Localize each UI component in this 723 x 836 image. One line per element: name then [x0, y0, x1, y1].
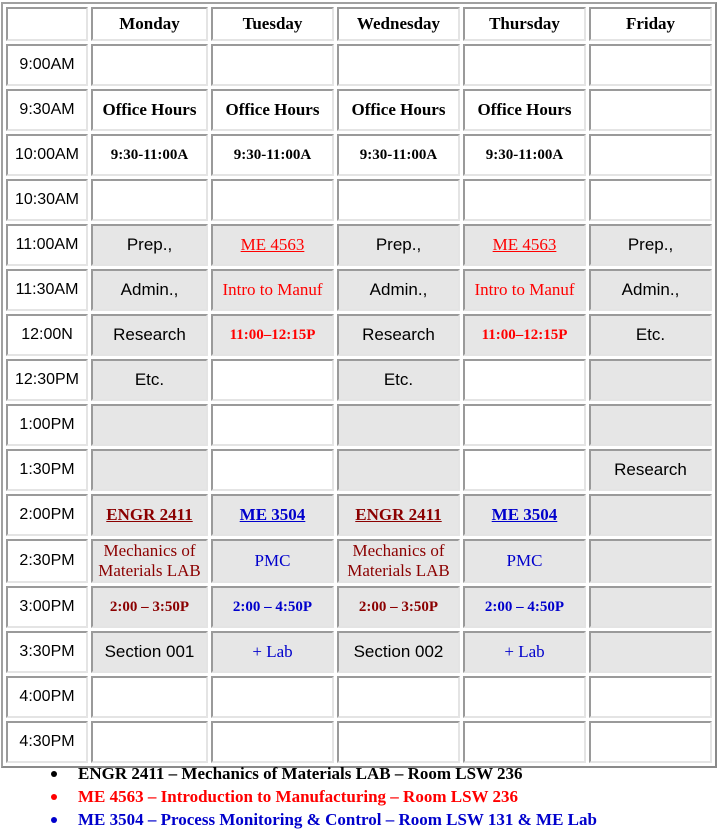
- bullet-icon: [51, 817, 57, 823]
- time-cell: 3:00PM: [6, 586, 88, 628]
- engr2411-title-line2: Materials LAB: [347, 561, 450, 580]
- table-row: [6, 494, 712, 536]
- empty-cell: [211, 721, 334, 763]
- admin-block-cell: Etc.: [91, 359, 208, 401]
- engr2411-title-line2: Materials LAB: [98, 561, 201, 580]
- header-monday: Monday: [91, 7, 208, 41]
- table-row: [6, 179, 712, 221]
- empty-cell: [463, 359, 586, 401]
- empty-cell: [589, 179, 712, 221]
- table-row: [6, 404, 712, 446]
- table-row: [6, 539, 712, 583]
- empty-cell: [463, 449, 586, 491]
- time-cell: 1:00PM: [6, 404, 88, 446]
- admin-block-cell: Etc.: [589, 314, 712, 356]
- engr2411-course-link[interactable]: ENGR 2411: [91, 494, 208, 536]
- office-hours-time: 9:30-11:00A: [463, 134, 586, 176]
- empty-cell: [211, 449, 334, 491]
- time-cell: 11:00AM: [6, 224, 88, 266]
- empty-cell: [337, 44, 460, 86]
- blocked-cell: [91, 404, 208, 446]
- table-row: [6, 721, 712, 763]
- friday-research-cell: Research: [589, 449, 712, 491]
- me4563-time: 11:00–12:15P: [463, 314, 586, 356]
- blocked-cell: [589, 586, 712, 628]
- empty-cell: [463, 676, 586, 718]
- table-row: [6, 449, 712, 491]
- empty-cell: [211, 359, 334, 401]
- header-row: [6, 7, 712, 41]
- empty-cell: [337, 179, 460, 221]
- me3504-lab: + Lab: [211, 631, 334, 673]
- admin-block-cell: Prep.,: [337, 224, 460, 266]
- me3504-lab: + Lab: [463, 631, 586, 673]
- legend-item-me4563: [48, 785, 597, 808]
- time-cell: 2:30PM: [6, 539, 88, 583]
- empty-cell: [211, 404, 334, 446]
- engr2411-title: [91, 539, 208, 583]
- time-cell: 9:30AM: [6, 89, 88, 131]
- office-hours-time: 9:30-11:00A: [337, 134, 460, 176]
- admin-block-cell: Etc.: [337, 359, 460, 401]
- empty-cell: [589, 134, 712, 176]
- me4563-course-link[interactable]: ME 4563: [211, 224, 334, 266]
- header-thursday: Thursday: [463, 7, 586, 41]
- course-legend: [48, 762, 597, 831]
- empty-cell: [463, 721, 586, 763]
- table-row: [6, 586, 712, 628]
- engr2411-time: 2:00 – 3:50P: [91, 586, 208, 628]
- admin-block-cell: Research: [91, 314, 208, 356]
- office-hours-time: 9:30-11:00A: [211, 134, 334, 176]
- legend-text: ME 3504 – Process Monitoring & Control – Room LSW 131 & ME Lab: [78, 810, 597, 829]
- time-cell: 12:30PM: [6, 359, 88, 401]
- empty-cell: [337, 676, 460, 718]
- me4563-title: Intro to Manuf: [463, 269, 586, 311]
- empty-cell: [589, 44, 712, 86]
- time-cell: 11:30AM: [6, 269, 88, 311]
- bullet-icon: [51, 794, 57, 800]
- table-row: [6, 224, 712, 266]
- time-cell: 10:00AM: [6, 134, 88, 176]
- legend-text: ME 4563 – Introduction to Manufacturing – Room LSW 236: [78, 787, 518, 806]
- table-row: [6, 134, 712, 176]
- empty-cell: [463, 404, 586, 446]
- empty-cell: [211, 179, 334, 221]
- header-wednesday: Wednesday: [337, 7, 460, 41]
- me3504-title: PMC: [211, 539, 334, 583]
- blocked-cell: [589, 359, 712, 401]
- engr2411-section: Section 002: [337, 631, 460, 673]
- empty-cell: [91, 179, 208, 221]
- blocked-cell: [589, 404, 712, 446]
- empty-cell: [211, 676, 334, 718]
- table-row: [6, 314, 712, 356]
- table-row: [6, 676, 712, 718]
- empty-cell: [589, 676, 712, 718]
- blocked-cell: [589, 494, 712, 536]
- admin-block-cell: Prep.,: [589, 224, 712, 266]
- empty-cell: [463, 44, 586, 86]
- table-row: [6, 359, 712, 401]
- me4563-course-link[interactable]: ME 4563: [463, 224, 586, 266]
- time-cell: 4:30PM: [6, 721, 88, 763]
- empty-cell: [589, 89, 712, 131]
- blocked-cell: [589, 631, 712, 673]
- me3504-title: PMC: [463, 539, 586, 583]
- empty-cell: [589, 721, 712, 763]
- empty-cell: [91, 676, 208, 718]
- office-hours-label: Office Hours: [91, 89, 208, 131]
- me3504-course-link[interactable]: ME 3504: [211, 494, 334, 536]
- time-cell: 2:00PM: [6, 494, 88, 536]
- admin-block-cell: Prep.,: [91, 224, 208, 266]
- empty-cell: [91, 721, 208, 763]
- table-row: [6, 269, 712, 311]
- bullet-icon: [51, 771, 57, 777]
- table-row: [6, 631, 712, 673]
- legend-item-me3504: [48, 808, 597, 831]
- me4563-time: 11:00–12:15P: [211, 314, 334, 356]
- header-friday: Friday: [589, 7, 712, 41]
- time-cell: 1:30PM: [6, 449, 88, 491]
- empty-cell: [463, 179, 586, 221]
- table-row: [6, 44, 712, 86]
- time-cell: 3:30PM: [6, 631, 88, 673]
- admin-block-cell: Admin.,: [91, 269, 208, 311]
- blocked-cell: [589, 539, 712, 583]
- admin-block-cell: Admin.,: [337, 269, 460, 311]
- admin-block-cell: Research: [337, 314, 460, 356]
- time-cell: 4:00PM: [6, 676, 88, 718]
- engr2411-time: 2:00 – 3:50P: [337, 586, 460, 628]
- legend-text: ENGR 2411 – Mechanics of Materials LAB – Room LSW 236: [78, 764, 523, 783]
- engr2411-course-link[interactable]: ENGR 2411: [337, 494, 460, 536]
- engr2411-section: Section 001: [91, 631, 208, 673]
- blocked-cell: [337, 449, 460, 491]
- me3504-time: 2:00 – 4:50P: [211, 586, 334, 628]
- empty-cell: [337, 721, 460, 763]
- engr2411-title: [337, 539, 460, 583]
- time-cell: 12:00N: [6, 314, 88, 356]
- me3504-course-link[interactable]: ME 3504: [463, 494, 586, 536]
- engr2411-title-line1: Mechanics of: [103, 541, 196, 560]
- blocked-cell: [91, 449, 208, 491]
- legend-item-engr2411: [48, 762, 597, 785]
- time-cell: 9:00AM: [6, 44, 88, 86]
- me3504-time: 2:00 – 4:50P: [463, 586, 586, 628]
- admin-block-cell: Admin.,: [589, 269, 712, 311]
- time-cell: 10:30AM: [6, 179, 88, 221]
- header-corner: [6, 7, 88, 41]
- header-tuesday: Tuesday: [211, 7, 334, 41]
- engr2411-title-line1: Mechanics of: [352, 541, 445, 560]
- office-hours-label: Office Hours: [337, 89, 460, 131]
- table-row: [6, 89, 712, 131]
- empty-cell: [91, 44, 208, 86]
- me4563-title: Intro to Manuf: [211, 269, 334, 311]
- office-hours-time: 9:30-11:00A: [91, 134, 208, 176]
- empty-cell: [211, 44, 334, 86]
- schedule-table: [1, 2, 717, 768]
- office-hours-label: Office Hours: [463, 89, 586, 131]
- office-hours-label: Office Hours: [211, 89, 334, 131]
- blocked-cell: [337, 404, 460, 446]
